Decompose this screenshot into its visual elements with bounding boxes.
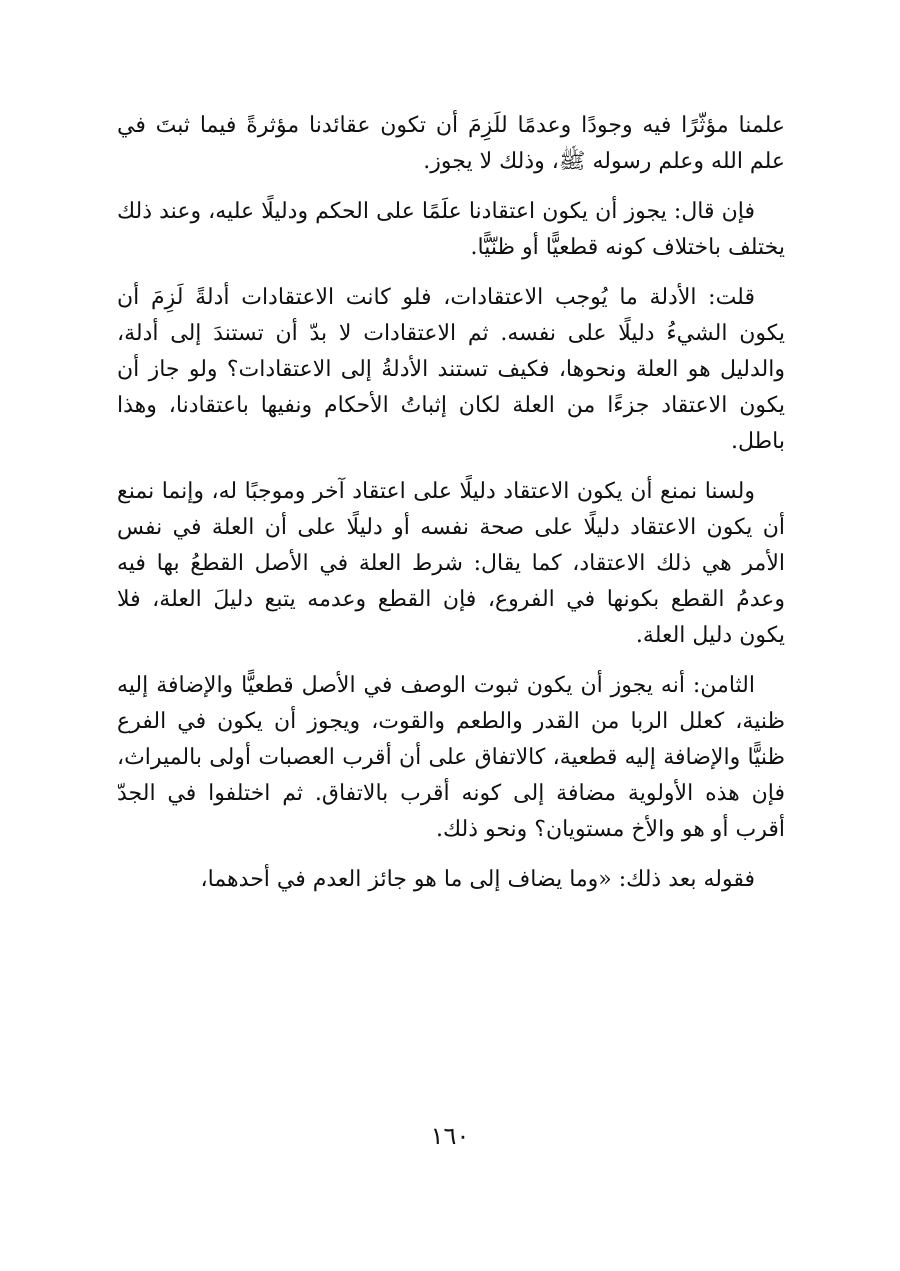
paragraph-4: ولسنا نمنع أن يكون الاعتقاد دليلًا على اعتقاد آخر وموجبًا له، وإنما نمنع أن يكون الاعتقاد دليلًا على صحة نفسه أو دليلًا على أن العلة في نفس الأمر هي ذلك الاعتقاد، كما يقال: شرط العلة في الأصل القطعُ بها فيه وعدمُ القطع بكونها في الفروع، فإن القطع وعدمه يتبع دليلَ العلة، فلا يكون دليل العلة.	[117, 479, 785, 648]
paragraph-1: علمنا مؤثّرًا فيه وجودًا وعدمًا للَزِمَ أن تكون عقائدنا مؤثرةً فيما ثبتَ في علم الله وعلم رسوله ﷺ، وذلك لا يجوز.	[117, 113, 785, 174]
paragraph-2: فإن قال: يجوز أن يكون اعتقادنا علَمًا على الحكم ودليلًا عليه، وعند ذلك يختلف باختلاف كونه قطعيًّا أو ظنّيًّا.	[117, 199, 785, 260]
paragraph-3: قلت: الأدلة ما يُوجب الاعتقادات، فلو كانت الاعتقادات أدلةً لَزِمَ أن يكون الشيءُ دليلًا على نفسه. ثم الاعتقادات لا بدّ أن تستندَ إلى أدلة، والدليل هو العلة ونحوها، فكيف تستند الأدلةُ إلى الاعتقادات؟ ولو جاز أن يكون الاعتقاد جزءًا من العلة لكان إثباتُ الأحكام ونفيها باعتقادنا، وهذا باطل.	[117, 285, 785, 454]
page-number: ١٦٠	[430, 1122, 470, 1150]
paragraph-5: الثامن: أنه يجوز أن يكون ثبوت الوصف في الأصل قطعيًّا والإضافة إليه ظنية، كعلل الربا من القدر والطعم والقوت، ويجوز أن يكون في الفرع ظنيًّا والإضافة إليه قطعية، كالاتفاق على أن أقرب العصبات أولى بالميراث، فإن هذه الأولوية مضافة إلى كونه أقرب بالاتفاق. ثم اختلفوا في الجدّ أقرب أو هو والأخ مستويان؟ ونحو ذلك.	[117, 673, 785, 842]
paragraph-6: فقوله بعد ذلك: «وما يضاف إلى ما هو جائز العدم في أحدهما،	[200, 867, 755, 892]
body-text	[117, 108, 785, 912]
